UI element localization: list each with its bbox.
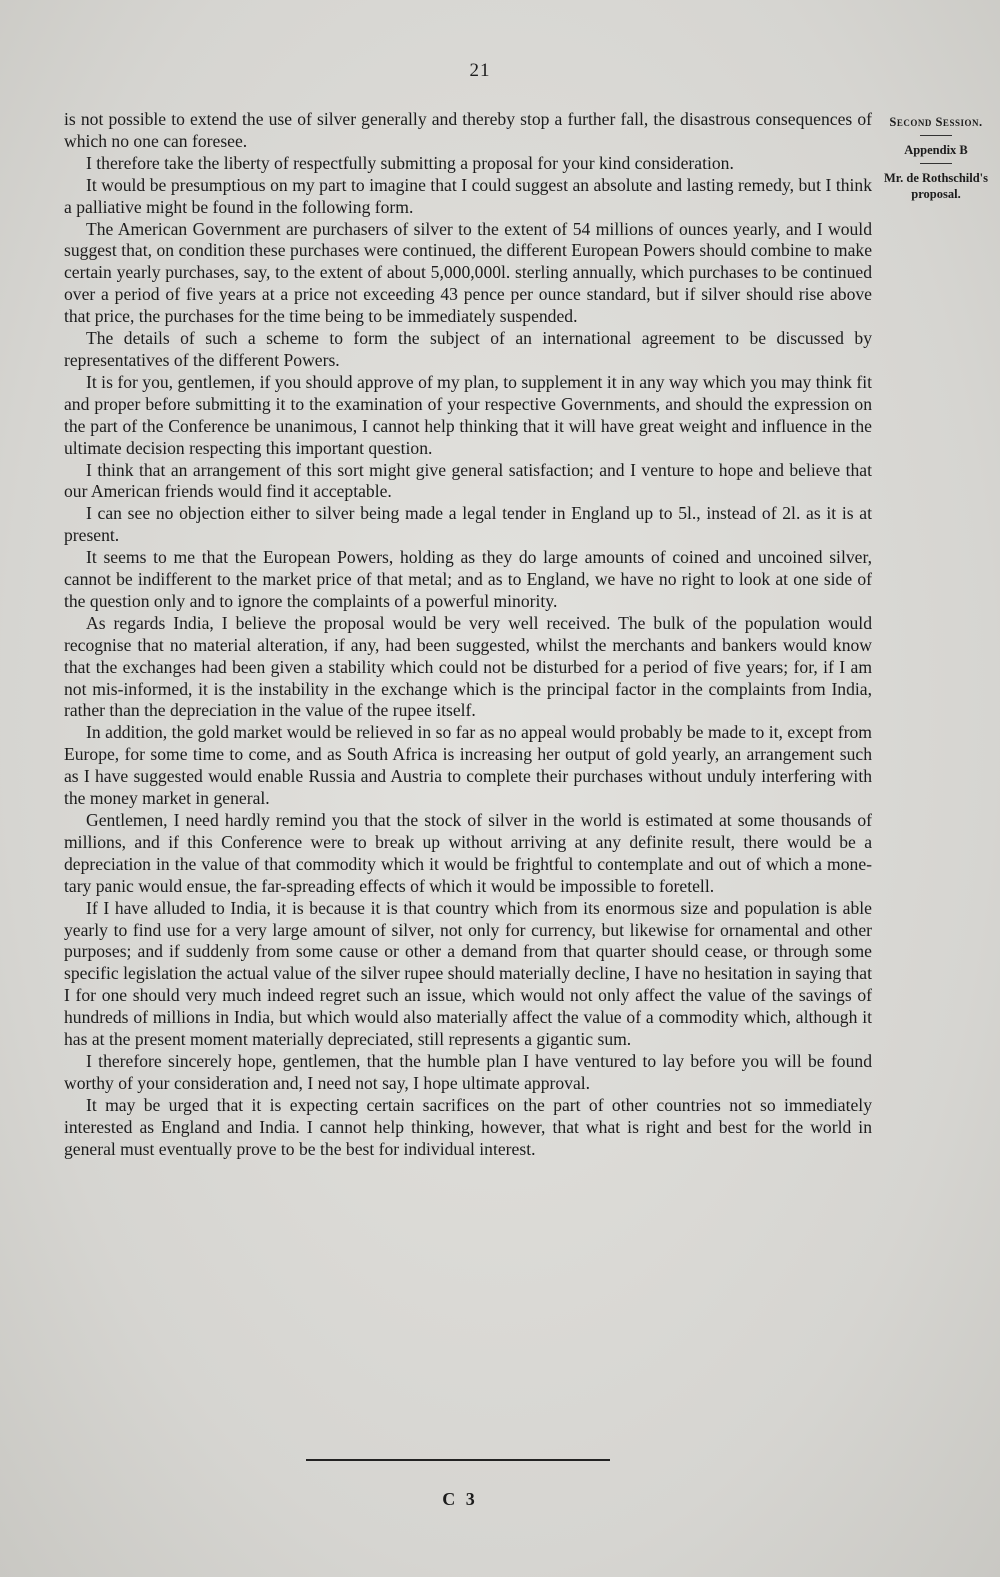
paragraph: I think that an arrangement of this sort might give general satisfaction; and I venture to hope and believe that our American friends would find it acceptable.	[64, 459, 872, 502]
paragraph: The American Government are purchasers of silver to the extent of 54 millions of ounces yearly, and I would suggest that, on condition these purchases were continued, the different European Powers should combine to make certain yearly purchases, say, to the extent of about 5,000,000l. sterling annually, which purchases to be continued over a period of five years at a price not exceeding 43 pence per ounce standard, but if silver should rise above that price, the purchases for the time being to be immediately suspended.	[64, 218, 872, 327]
paragraph: is not possible to extend the use of silver generally and thereby stop a further fall, the disastrous consequences of which no one can foresee.	[64, 109, 872, 151]
page-number: 21	[469, 60, 491, 81]
paragraph: As regards India, I believe the proposal would be very well received. The bulk of the population would recognise that no material alteration, if any, had been suggested, whilst the merchants and bankers would know that the exchanges had been given a stability which could not be disturbed for a period of five years; for, if I am not mis-informed, it is the instability in the exchange which is the principal factor in the complaints from India, rather than the depreciation in the value of the rupee itself.	[64, 612, 872, 721]
margin-note-divider	[920, 135, 952, 136]
margin-note-divider	[920, 163, 952, 164]
paragraph: In addition, the gold market would be relieved in so far as no appeal would probably be made to it, except from Europe, for some time to come, and as South Africa is increasing her output of gold yearly, an arrangement such as I have suggested would enable Russia and Austria to complete their purchases without unduly interfering with the money market in general.	[64, 722, 872, 809]
paragraph: I can see no objection either to silver being made a legal tender in England up to 5l., instead of 2l. as it is at present.	[64, 503, 872, 546]
paragraph: It seems to me that the European Powers, holding as they do large amounts of coined and uncoined silver, cannot be indifferent to the market price of that metal; and as to England, we have no right to look at one side of the question only and to ignore the complaints of a powerful minority.	[64, 547, 872, 611]
paragraph: It may be urged that it is expecting certain sacrifices on the part of other countries not so immediately interested as England and India. I cannot help thinking, however, that what is right and best for the world in general must eventually prove to be the best for individual interest.	[64, 1094, 872, 1159]
paragraph: The details of such a scheme to form the subject of an international agreement to be discussed by representatives of the different Powers.	[64, 328, 872, 370]
paragraph: If I have alluded to India, it is because it is that country which from its enormous size and population is able yearly to find use for a very large amount of silver, not only for currency, but likewise for ornamental and other purposes; and if suddenly from some cause or other a demand from that quarter should cease, or through some specific legislation the actual value of the silver rupee should materially decline, I have no hesitation in saying that I for one should very much indeed regret such an issue, which would not only affect the value of the savings of hundreds of millions in India, but which would also materially affect the value of a commodity which, although it has at the present moment materially depreciated, still represents a gigantic sum.	[64, 897, 872, 1050]
margin-note-session: Second Session.	[889, 115, 983, 129]
paragraph: It is for you, gentlemen, if you should approve of my plan, to supplement it in any way which you may think fit and proper before submitting it to the examination of your respective Governments, and should the expression on the part of the Conference be unanimous, I cannot help thinking that it will have great weight and influence in the ultimate decision respecting this important question.	[64, 371, 872, 458]
margin-note-proposal: Mr. de Rothschild's proposal.	[883, 171, 989, 201]
printer-signature: C 3	[442, 1489, 478, 1509]
paragraph: I therefore sincerely hope, gentlemen, that the humble plan I have ventured to lay before you will be found worthy of your consideration and, I need not say, I hope ultimate approval.	[64, 1050, 872, 1093]
body-text	[64, 109, 872, 1161]
paragraph: It would be presumptious on my part to imagine that I could suggest an absolute and lasting remedy, but I think a palliative might be found in the following form.	[64, 174, 872, 217]
paragraph: I therefore take the liberty of respectfully submitting a proposal for your kind consideration.	[86, 152, 734, 173]
margin-notes	[880, 114, 992, 202]
footer-rule	[306, 1459, 610, 1461]
paragraph: Gentlemen, I need hardly remind you that the stock of silver in the world is estimated at some thousands of millions, and if this Conference were to break up without arriving at any definite result, there would be a depreciation in the value of that commodity which it would be frightful to contemplate and out of which a mone-tary panic would ensue, the far-spreading effects of which it would be impossible to foretell.	[64, 810, 872, 896]
margin-note-appendix: Appendix B	[904, 143, 968, 157]
